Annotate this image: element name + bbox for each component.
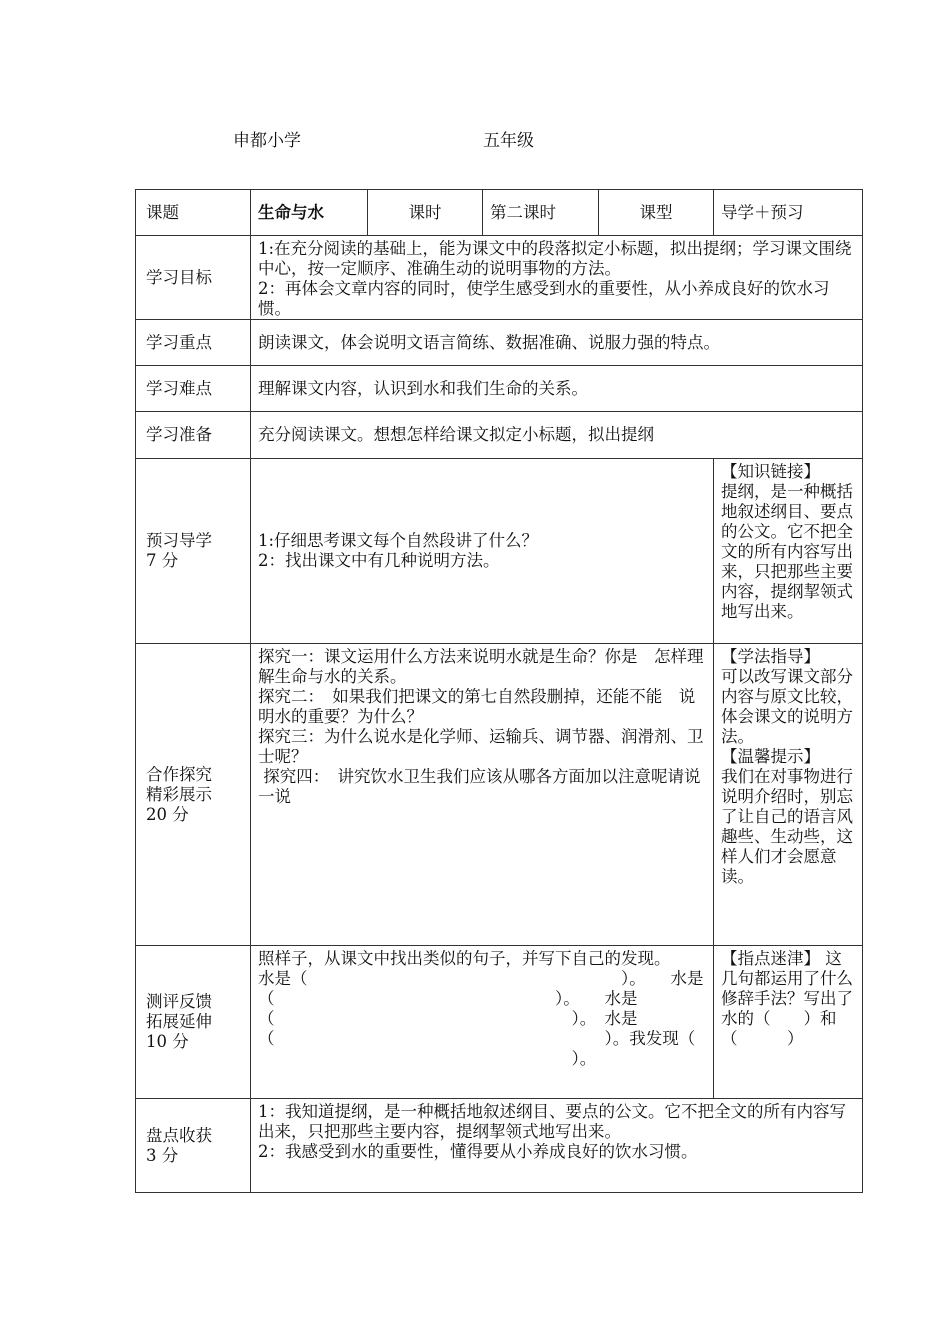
cooperate-content [251, 644, 714, 946]
row-key-points [136, 320, 863, 366]
goal-line: 2：再体会文章内容的同时，使学生感受到水的重要性，从小养成良好的饮水习惯。 [258, 279, 830, 318]
label-preview: 预习导学 7 分 [136, 459, 251, 644]
key-points-text: 朗读课文，体会说明文语言简练、数据准确、说服力强的特点。 [251, 320, 863, 366]
label-title: 课题 [136, 190, 251, 236]
summary-content [251, 1099, 863, 1193]
preview-line: 1:仔细思考课文每个自然段讲了什么？ [258, 531, 539, 550]
row-difficulties [136, 366, 863, 412]
explore-item: 探究四： 讲究饮水卫生我们应该从哪各方面加以注意呢请说一说 [258, 767, 701, 806]
feedback-side-note: 【指点迷津】 这几句都运用了什么修辞手法？写出了水的（ ）和（ ） [714, 946, 863, 1099]
feedback-line: ）。 [258, 1049, 597, 1068]
label-goals: 学习目标 [136, 236, 251, 320]
type-value: 导学＋预习 [714, 190, 863, 236]
explore-item: 探究二： 如果我们把课文的第七自然段删掉，还能不能 说明水的重要？为什么？ [258, 687, 696, 726]
label-difficulties: 学习难点 [136, 366, 251, 412]
preview-content [251, 459, 714, 644]
goals-content [251, 236, 863, 320]
row-feedback [136, 946, 863, 1099]
label-summary: 盘点收获 3 分 [136, 1099, 251, 1193]
lesson-title: 生命与水 [251, 190, 368, 236]
row-cooperate [136, 644, 863, 946]
goal-line: 1:在充分阅读的基础上，能为课文中的段落拟定小标题，拟出提纲；学习课文围绕中心，按一定顺序、准确生动的说明事物的方法。 [258, 239, 852, 278]
period-value: 第二课时 [483, 190, 599, 236]
school-name: 申都小学 [233, 131, 301, 151]
label-feedback: 测评反馈 拓展延伸 10 分 [136, 946, 251, 1099]
grade-name: 五年级 [483, 131, 534, 151]
explore-item: 探究一：课文运用什么方法来说明水就是生命？你是 怎样理解生命与水的关系。 [258, 647, 704, 686]
label-key-points: 学习重点 [136, 320, 251, 366]
label-cooperate: 合作探究 精彩展示 20 分 [136, 644, 251, 946]
preview-side-note: 【知识链接】 提纲，是一种概括地叙述纲目、要点的公文。它不把全文的所有内容写出来，只把那些主要内容，提纲挈领式地写出来。 [714, 459, 863, 644]
row-goals [136, 236, 863, 320]
label-type: 课型 [599, 190, 714, 236]
feedback-line: 照样子，从课文中找出类似的句子，并写下自己的发现。 [258, 949, 671, 968]
row-summary [136, 1099, 863, 1193]
summary-line: 2：我感受到水的重要性，懂得要从小养成良好的饮水习惯。 [258, 1142, 698, 1161]
feedback-line: 水是（ ）。 水是（ ）。 水是（ ）。 水是（ ）。我发现（ [258, 969, 704, 1048]
row-preview [136, 459, 863, 644]
preparation-text: 充分阅读课文。想想怎样给课文拟定小标题，拟出提纲 [251, 412, 863, 459]
lesson-plan-table [135, 189, 863, 1193]
explore-item: 探究三：为什么说水是化学师、运输兵、调节器、润滑剂、卫士呢？ [258, 727, 704, 766]
summary-line: 1：我知道提纲，是一种概括地叙述纲目、要点的公文。它不把全文的所有内容写出来，只把那些主要内容，提纲挈领式地写出来。 [258, 1102, 846, 1141]
label-period: 课时 [368, 190, 483, 236]
label-preparation: 学习准备 [136, 412, 251, 459]
row-preparation [136, 412, 863, 459]
row-title [136, 190, 863, 236]
preview-line: 2：找出课文中有几种说明方法。 [258, 551, 500, 570]
difficulties-text: 理解课文内容，认识到水和我们生命的关系。 [251, 366, 863, 412]
feedback-content [251, 946, 714, 1099]
cooperate-side-note: 【学法指导】 可以改写课文部分内容与原文比较，体会课文的说明方法。 【温馨提示】 我们在对事物进行说明介绍时，别忘了让自己的语言风趣些、生动些，这样人们才会愿意读。 [714, 644, 863, 946]
